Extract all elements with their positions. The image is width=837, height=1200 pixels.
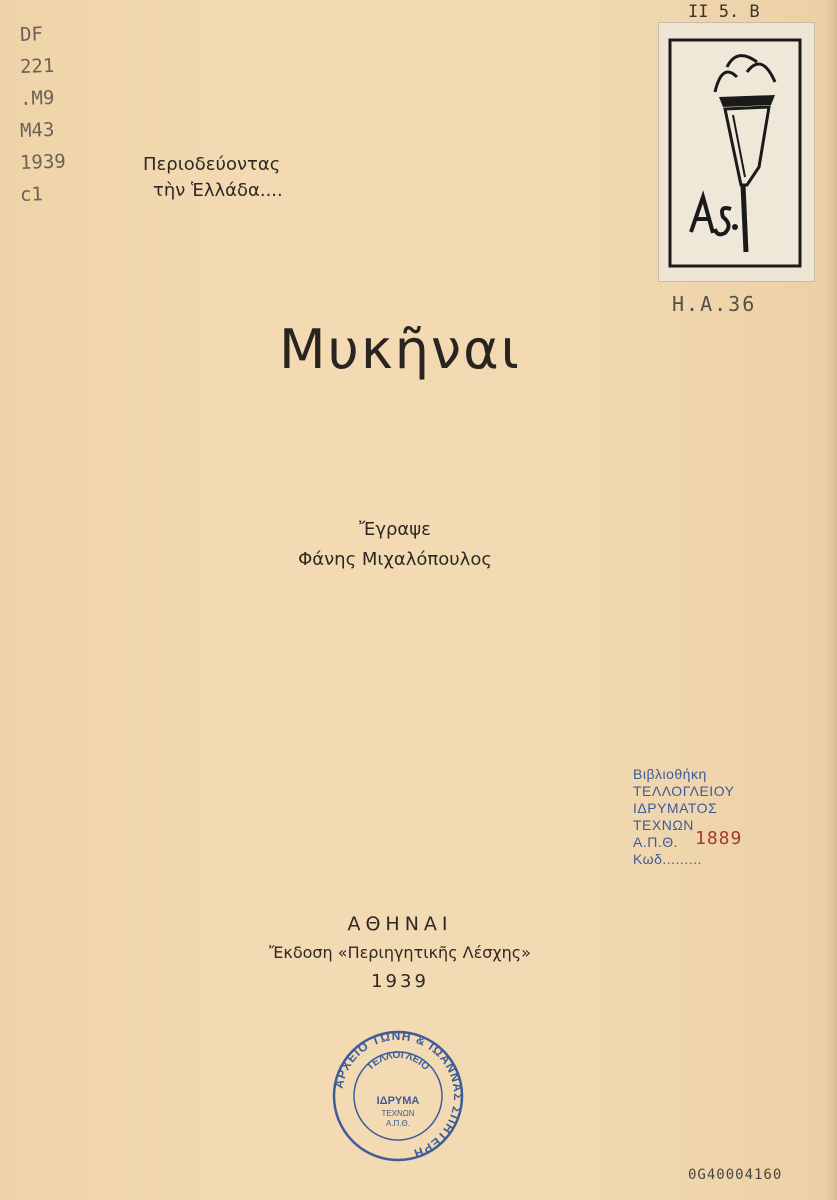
call-number-handwritten [20,18,80,210]
series-line-1: Περιοδεύοντας [143,154,281,175]
round-stamp-outer-text: ΑΡΧΕΙΟ ΤΩΝΗ & ΙΩΑΝΝΑΣ ΣΠΗΤΕΡΗ [331,1028,466,1161]
library-stamp-line: ΙΔΡΥΜΑΤΟΣ [633,800,718,816]
round-stamp-center-3: Α.Π.Θ. [385,1119,411,1128]
archive-round-stamp [330,1028,466,1168]
library-stamp-apth: Α.Π.Θ. [633,834,679,850]
library-stamp-line: Βιβλιοθήκη [633,766,707,782]
page-edge-shadow [825,0,837,1200]
library-stamp-code-label: Κωδ......... [633,851,702,867]
imprint-publisher: Ἔκδοση «Περιηγητικῆς Λέσχης» [269,943,531,962]
round-stamp-inner-arc: ΤΕΛΛΟΓΛΕΙΟ [364,1049,432,1073]
call-number-line: c1 [19,183,44,207]
author-caption: Ἔγραψε [359,519,431,540]
book-title: Μυκῆναι [279,318,521,381]
library-stamp [633,766,773,868]
call-number-line: DF [19,23,44,47]
author-block [0,515,790,575]
imprint-year: 1939 [371,971,429,992]
series-line-2: τὴν Ἑλλάδα.... [153,180,283,201]
shelf-note-handwritten: II 5. B [688,2,760,22]
handwritten-note: H.A.36 [672,292,757,316]
round-stamp-graphic [330,1028,466,1164]
svg-text:ΤΕΛΛΟΓΛΕΙΟ [365,1050,432,1073]
library-stamp-apth-row [633,828,773,851]
library-stamp-line: ΤΕΧΝΩΝ [633,817,694,833]
round-stamp-center-2: ΤΕΧΝΩΝ [381,1109,415,1118]
call-number-line: .M9 [19,86,55,111]
library-code-handwritten: 1889 [695,828,743,849]
call-number-line: 1939 [19,150,67,175]
barcode-number-handwritten: 0G40004160 [688,1167,783,1183]
author-name: Φάνης Μιχαλόπουλος [298,549,492,570]
imprint-city: ΑΘΗΝΑΙ [347,913,453,935]
torch-icon [667,37,805,269]
imprint [0,910,800,996]
bookplate [658,22,815,282]
round-stamp-center-1: ΙΔΡΥΜΑ [376,1095,420,1107]
library-stamp-line: ΤΕΛΛΟΓΛΕΙΟΥ [633,783,735,799]
series-title [143,152,283,204]
call-number-line: M43 [19,118,55,143]
call-number-line: 221 [19,54,55,79]
